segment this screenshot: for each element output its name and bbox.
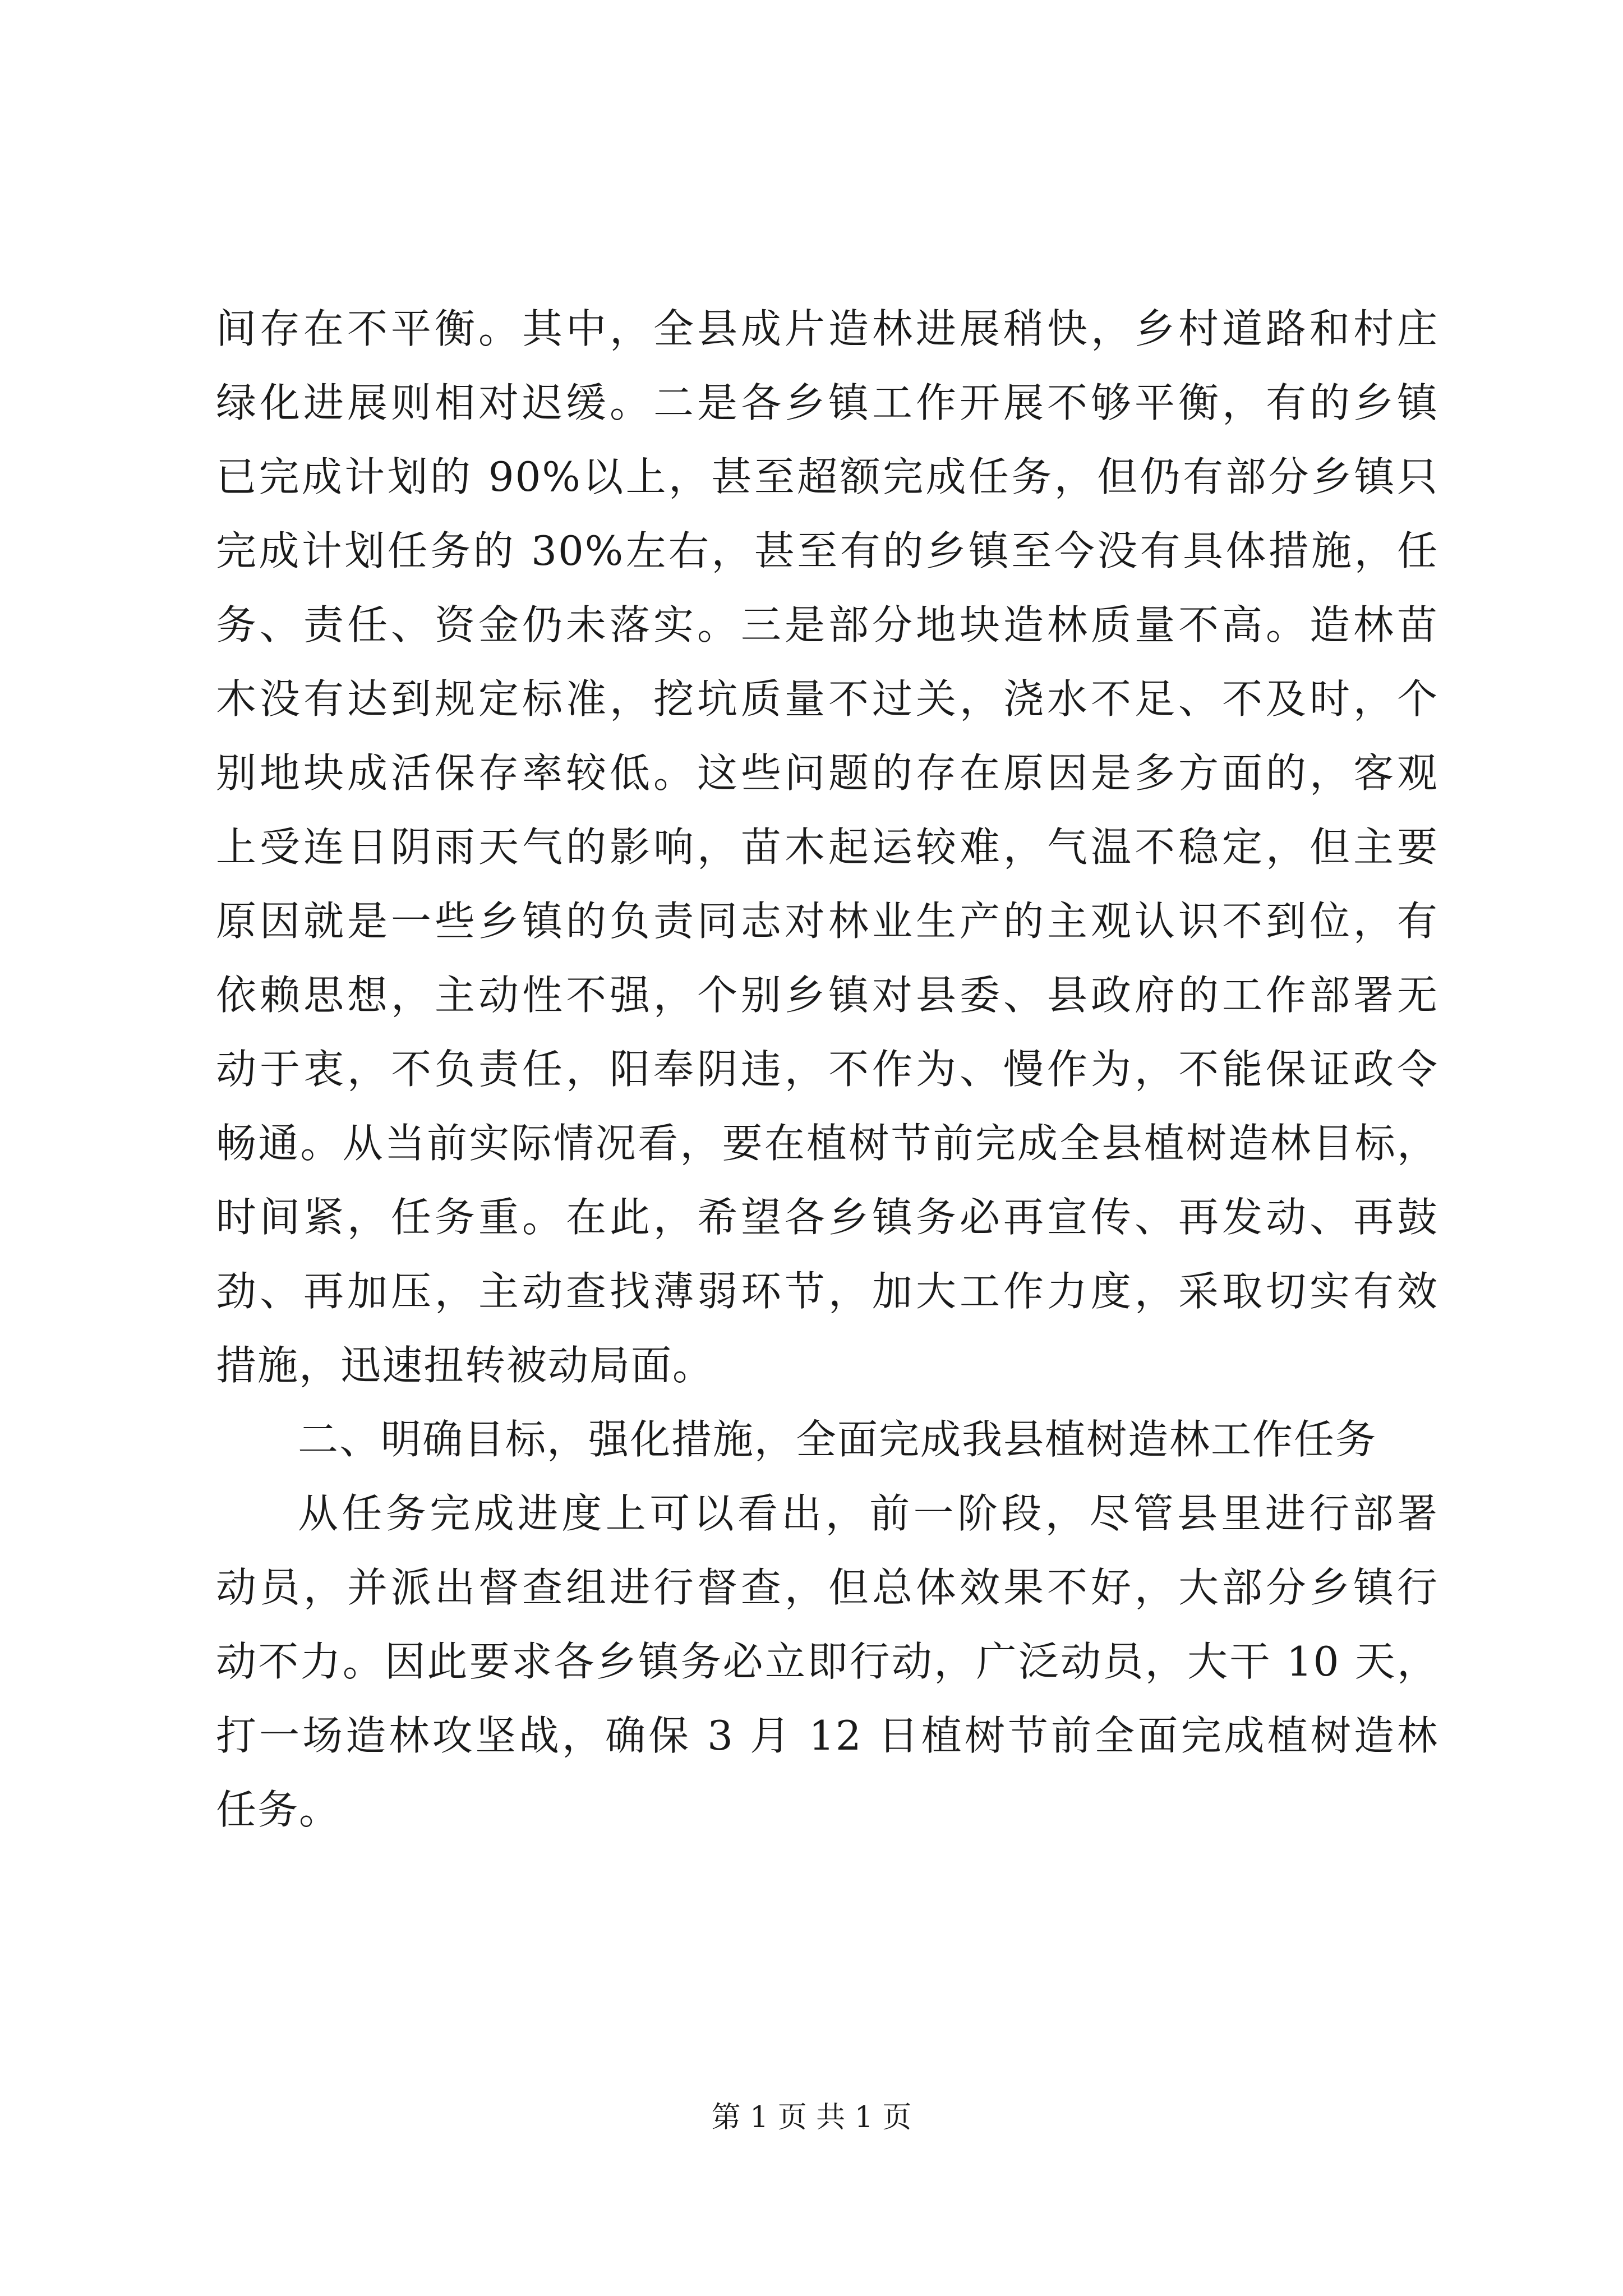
page-number-footer: 第 1 页 共 1 页 xyxy=(711,2101,912,2134)
paragraph-line: 木没有达到规定标准，挖坑质量不过关，浇水不足、不及时，个 xyxy=(216,675,1438,723)
paragraph-line: 任务。 xyxy=(216,1786,341,1833)
document-body xyxy=(216,292,1438,1847)
paragraph-line: 打一场造林攻坚战，确保 3 月 12 日植树节前全面完成植树造林 xyxy=(216,1712,1438,1759)
paragraph-line: 动于衷，不负责任，阳奉阴违，不作为、慢作为，不能保证政令 xyxy=(216,1046,1438,1093)
section-heading: 二、明确目标，强化措施，全面完成我县植树造林工作任务 xyxy=(298,1416,1377,1463)
paragraph-line: 时间紧，任务重。在此，希望各乡镇务必再宣传、再发动、再鼓 xyxy=(216,1194,1438,1241)
paragraph-line: 劲、再加压，主动查找薄弱环节，加大工作力度，采取切实有效 xyxy=(216,1268,1438,1315)
paragraph-line: 绿化进展则相对迟缓。二是各乡镇工作开展不够平衡，有的乡镇 xyxy=(216,379,1438,426)
paragraph-line: 依赖思想，主动性不强，个别乡镇对县委、县政府的工作部署无 xyxy=(216,972,1438,1019)
paragraph-line: 从任务完成进度上可以看出，前一阶段，尽管县里进行部署 xyxy=(298,1490,1438,1537)
paragraph-line: 完成计划任务的 30%左右，甚至有的乡镇至今没有具体措施，任 xyxy=(216,527,1438,574)
paragraph-line: 间存在不平衡。其中，全县成片造林进展稍快，乡村道路和村庄 xyxy=(216,305,1438,352)
paragraph-line: 别地块成活保存率较低。这些问题的存在原因是多方面的，客观 xyxy=(216,749,1438,797)
paragraph-line: 畅通。从当前实际情况看，要在植树节前完成全县植树造林目标， xyxy=(216,1120,1438,1167)
paragraph-line: 已完成计划的 90%以上，甚至超额完成任务，但仍有部分乡镇只 xyxy=(216,453,1438,500)
paragraph-line: 上受连日阴雨天气的影响，苗木起运较难，气温不稳定，但主要 xyxy=(216,823,1438,871)
paragraph-line: 务、责任、资金仍未落实。三是部分地块造林质量不高。造林苗 xyxy=(216,601,1438,648)
paragraph-line: 动员，并派出督查组进行督查，但总体效果不好，大部分乡镇行 xyxy=(216,1564,1438,1611)
paragraph-line: 措施，迅速扭转被动局面。 xyxy=(216,1342,714,1389)
paragraph-line: 动不力。因此要求各乡镇务必立即行动，广泛动员，大干 10 天， xyxy=(216,1638,1438,1685)
paragraph-line: 原因就是一些乡镇的负责同志对林业生产的主观认识不到位，有 xyxy=(216,898,1438,945)
